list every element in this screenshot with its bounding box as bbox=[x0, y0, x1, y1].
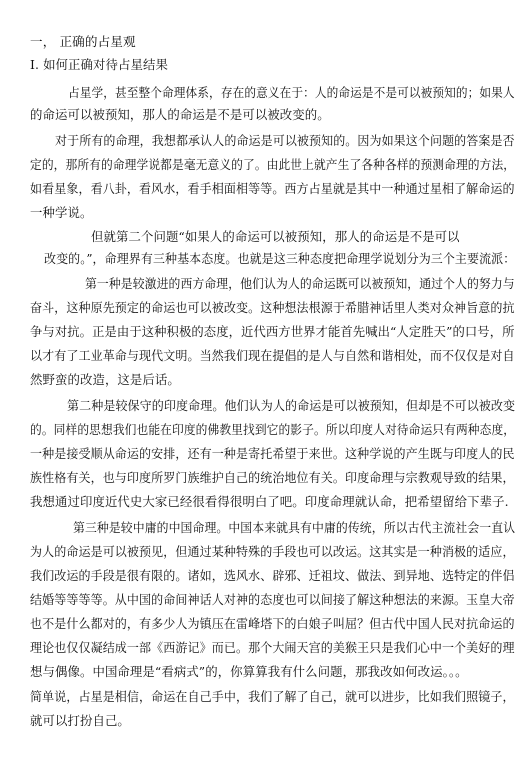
paragraph-line: 占星学，甚至整个命理体系，存在的意义在于：人的命运是不是可以被预知的；如果人 bbox=[68, 85, 515, 100]
paragraph-line: 族性格有关，也与印度所罗门族维护自己的统治地位有关。印度命理与宗教观导致的结果， bbox=[30, 470, 515, 485]
paragraph-line: 改变的。”，命理界有三种基本态度。也就是这三种态度把命理学说划分为三个主要流派： bbox=[44, 251, 516, 266]
paragraph-line: 也不是什么都对的，有多少人为镇压在雷峰塔下的白娘子叫屈？但古代中国人民对抗命运的 bbox=[30, 616, 515, 631]
paragraph-line: 为人的命运是可以被预见，但通过某种特殊的手段也可以改运。这其实是一种消极的适应， bbox=[30, 544, 515, 559]
subsection-title: I. 如何正确对待占星结果 bbox=[30, 57, 168, 72]
paragraph-line: 第二种是较保守的印度命理。他们认为人的命运是可以被预知，但却是不可以被改变 bbox=[67, 398, 516, 413]
paragraph-line: 一种学说。 bbox=[30, 205, 93, 220]
paragraph-line: 以才有了工业革命与现代文明。当然我们现在提倡的是人与自然和谐相处，而不仅仅是对自 bbox=[30, 348, 515, 363]
section-title: 一， 正确的占星观 bbox=[30, 34, 136, 49]
paragraph-line: 如看星象，看八卦，看风水，看手相面相等等。西方占星就是其中一种通过星相了解命运的 bbox=[30, 181, 515, 196]
paragraph-line: 争与对抗。正是由于这种积极的态度，近代西方世界才能首先喊出“人定胜天”的口号，所 bbox=[30, 324, 515, 339]
paragraph-line: 对于所有的命理，我想都承认人的命运是可以被预知的。因为如果这个问题的答案是否 bbox=[55, 133, 515, 148]
paragraph-line: 然野蛮的改造，这是后话。 bbox=[30, 372, 180, 387]
paragraph-line: 想与偶像。中国命理是“看病式”的，你算算我有什么问题，那我改如何改运。。。 bbox=[30, 664, 468, 679]
paragraph-line: 第三种是较中庸的中国命理。中国本来就具有中庸的传统，所以古代主流社会一直认 bbox=[73, 520, 516, 535]
paragraph-line: 我们改运的手段是很有限的。诸如，选风水、辟邪、迁祖坟、做法、到异地、选特定的伴侣 bbox=[30, 568, 515, 583]
paragraph-line: 理论也仅仅凝结成一部《西游记》而已。那个大闹天宫的美猴王只是我们心中一个美好的理 bbox=[30, 640, 515, 655]
paragraph-line: 结婚等等等等。从中国的命间神话人对神的态度也可以间接了解这种想法的来源。玉皇大帝 bbox=[30, 592, 515, 607]
paragraph-line: 的命运可以被预知，那人的命运是不是可以被改变的。 bbox=[30, 107, 330, 122]
paragraph-line: 定的，那所有的命理学说都是毫无意义的了。由此世上就产生了各种各样的预测命理的方法， bbox=[30, 157, 516, 172]
paragraph-line: 一种是接受顺从命运的安排，还有一种是寄托希望于来世。这种学说的产生既与印度人的民 bbox=[30, 446, 515, 461]
paragraph-line: 我想通过印度近代史大家已经很看得很明白了吧。印度命理就认命，把希望留给下辈子. bbox=[30, 494, 509, 509]
paragraph-line: 的。同样的思想我们也能在印度的佛教里找到它的影子。所以印度人对待命运只有两种态度， bbox=[30, 422, 516, 437]
paragraph-line: 就可以打扮自己。 bbox=[30, 713, 130, 728]
paragraph-line: 简单说，占星是相信，命运在自己手中，我们了解了自己，就可以进步，比如我们照镜子， bbox=[30, 689, 515, 704]
paragraph-line: 但就第二个问题“如果人的命运可以被预知，那人的命运是不是可以 bbox=[91, 229, 460, 244]
paragraph-line: 奋斗，这种原先预定的命运也可以被改变。这种想法根源于希腊神话里人类对众神旨意的抗 bbox=[30, 300, 515, 315]
paragraph-line: 第一种是较激进的西方命理，他们认为人的命运既可以被预知，通过个人的努力与 bbox=[85, 276, 515, 291]
